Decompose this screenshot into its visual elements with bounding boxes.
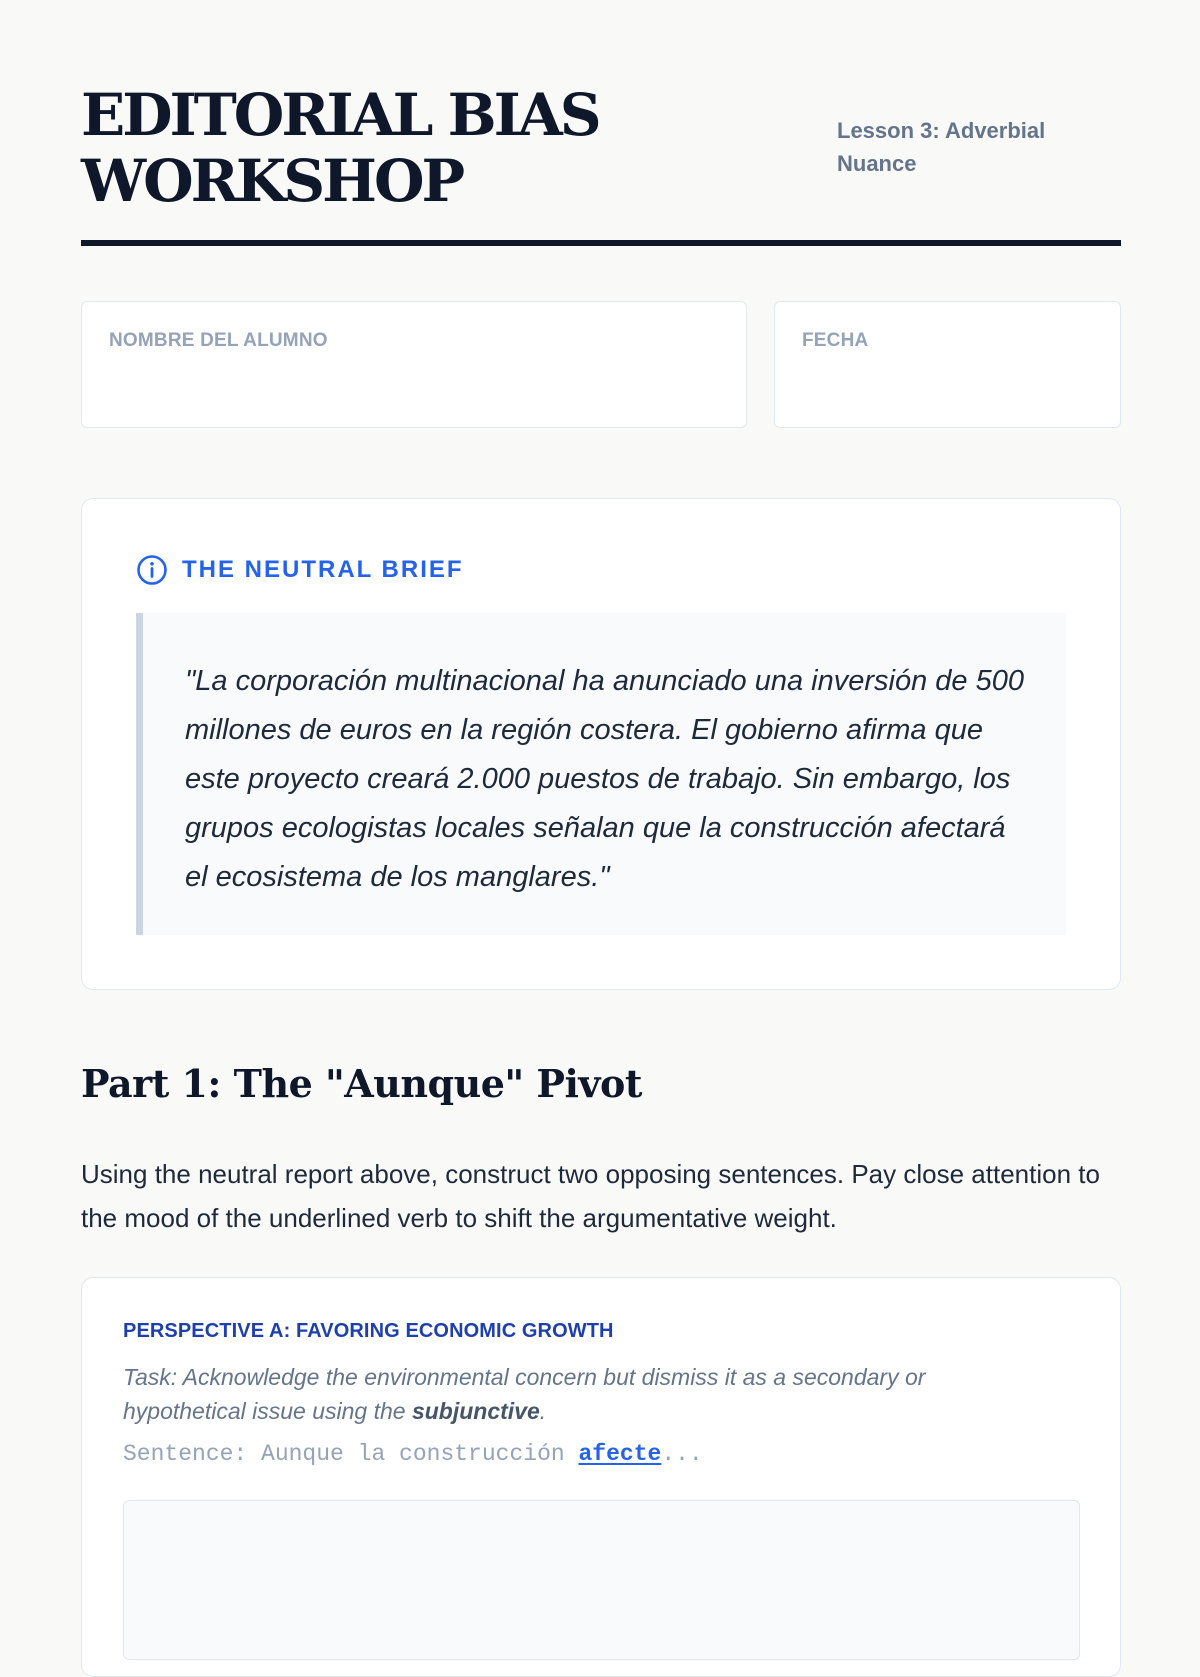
brief-title: THE NEUTRAL BRIEF (182, 556, 464, 583)
date-field[interactable] (774, 301, 1121, 428)
perspective-a-task (123, 1360, 1053, 1428)
info-icon (136, 554, 168, 586)
worksheet-header (81, 82, 1121, 248)
underlined-verb: afecte (578, 1441, 662, 1467)
part1-instructions: Using the neutral report above, construct two opposing sentences. Pay close attention to the mood of the underlined verb to shift the argumentative weight. (81, 1159, 1100, 1233)
sentence-ellipsis: ... (661, 1441, 703, 1467)
brief-heading (136, 553, 464, 587)
student-name-label: NOMBRE DEL ALUMNO (109, 330, 328, 351)
sentence-prefix: Sentence: Aunque la construcción (123, 1441, 579, 1467)
task-end: . (539, 1398, 547, 1424)
date-label: FECHA (802, 330, 869, 351)
perspective-a-title: PERSPECTIVE A: FAVORING ECONOMIC GROWTH (123, 1320, 614, 1342)
header-divider (81, 240, 1121, 246)
perspective-a-answer-box[interactable] (123, 1500, 1080, 1660)
neutral-brief-card (81, 498, 1121, 990)
part1-title: Part 1: The "Aunque" Pivot (81, 1061, 642, 1106)
lesson-label: Lesson 3: Adverbial Nuance (837, 118, 1046, 176)
perspective-a-card (81, 1277, 1121, 1677)
task-text: Task: Acknowledge the environmental concern but dismiss it as a secondary or hypothetical issue using the (123, 1364, 926, 1424)
task-emphasis: subjunctive (411, 1398, 540, 1424)
student-name-field[interactable] (81, 301, 747, 428)
sentence-starter (123, 1438, 703, 1470)
brief-quote: "La corporación multinacional ha anunciado una inversión de 500 millones de euros en la región costera. El gobierno afirma que este proyecto creará 2.000 puestos de trabajo. Sin embargo, los grupos ecologistas locales señalan que la construcción afectará el ecosistema de los manglares." (136, 613, 1066, 935)
worksheet-title: EDITORIAL BIAS WORKSHOP (81, 81, 599, 215)
